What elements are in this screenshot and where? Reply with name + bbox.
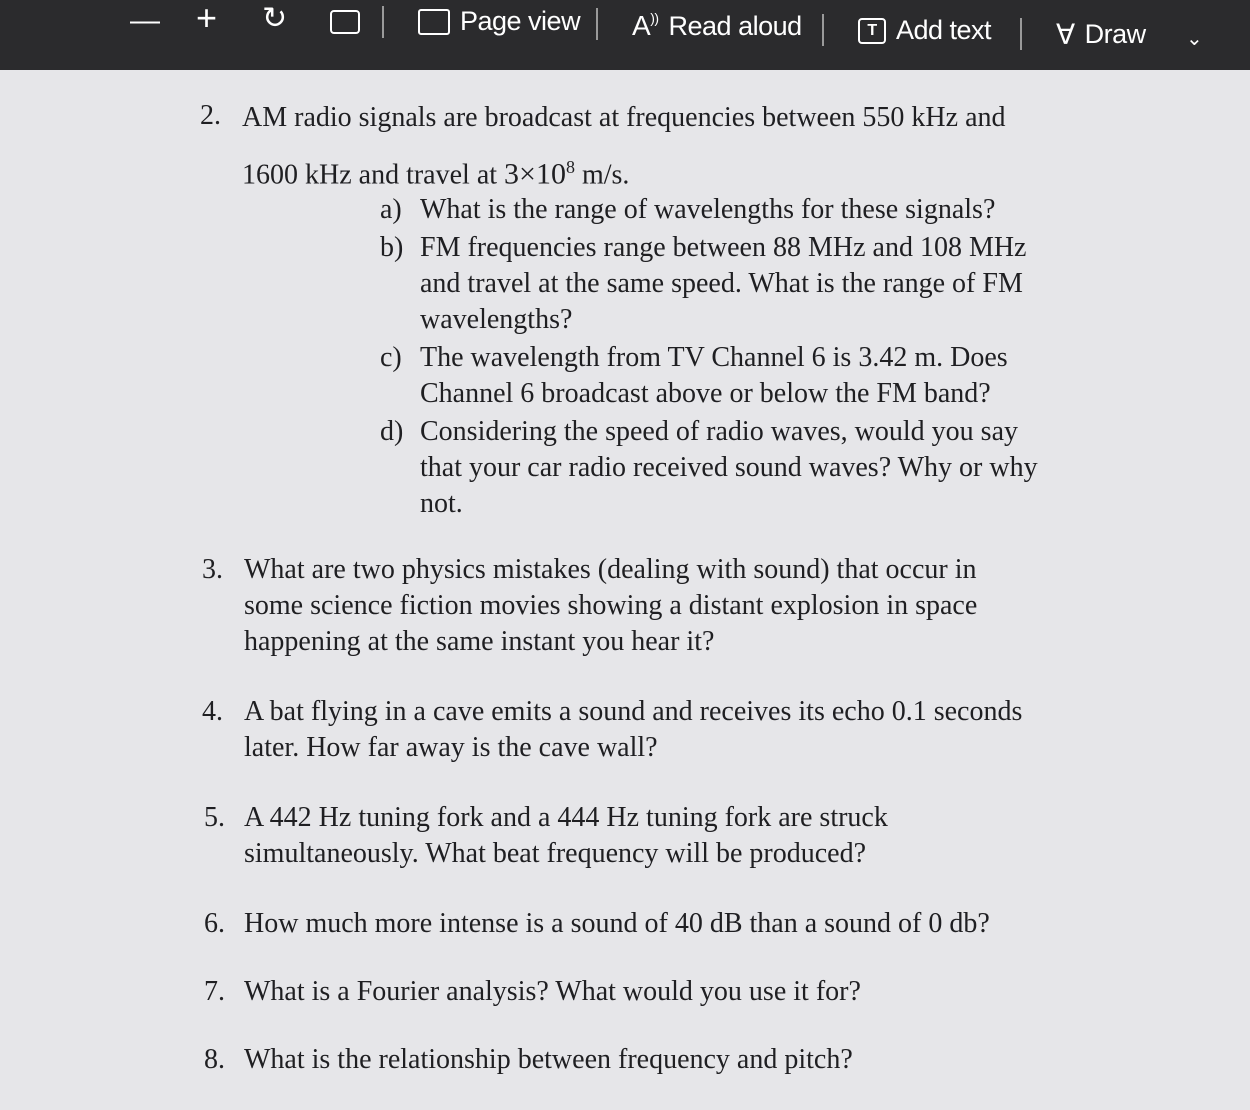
subquestion-letter: b) [380,232,404,263]
add-text-button[interactable] [858,15,991,46]
question-text: AM radio signals are broadcast at frequencies between 550 kHz and [242,102,1006,133]
question-text: A 442 Hz tuning fork and a 444 Hz tuning fork are struck [244,802,888,833]
question-number: 4. [202,696,223,727]
question-text: happening at the same instant you hear it? [244,626,715,657]
subquestion-letter: c) [380,342,402,373]
add-text-label: Add text [896,15,992,45]
subquestion-letter: d) [380,416,404,447]
add-text-icon: T [858,18,886,44]
question-text: later. How far away is the cave wall? [244,732,658,763]
read-aloud-button[interactable] [632,10,802,42]
toolbar-separator [1020,18,1022,50]
subquestion-text: What is the range of wavelengths for these signals? [420,194,996,225]
question-number: 8. [204,1044,225,1075]
question-text: What is the relationship between frequency and pitch? [244,1044,853,1075]
question-text: What is a Fourier analysis? What would you use it for? [244,976,861,1007]
toolbar-separator [382,6,384,38]
question-number: 7. [204,976,225,1007]
subquestion-text: wavelengths? [420,304,573,335]
question-text: What are two physics mistakes (dealing with sound) that occur in [244,554,977,585]
subquestion-text: that your car radio received sound waves? Why or why [420,452,1038,483]
subquestion-text: Channel 6 broadcast above or below the FM band? [420,378,991,409]
question-number: 3. [202,554,223,585]
subquestion-text: not. [420,488,463,519]
chevron-down-icon[interactable]: ⌄ [1186,28,1203,50]
page-view-label: Page view [460,6,581,36]
question-number: 6. [204,908,225,939]
document-page [0,68,1250,1110]
page-view-button[interactable] [418,6,580,37]
question-text: simultaneously. What beat frequency will be produced? [244,838,867,869]
plus-icon[interactable]: + [196,0,218,38]
toolbar-separator [596,8,598,40]
read-aloud-label: Read aloud [668,10,802,41]
subquestion-text: Considering the speed of radio waves, would you say [420,416,1018,447]
minus-icon[interactable]: — [130,4,160,37]
subquestion-text: and travel at the same speed. What is the range of FM [420,268,1023,299]
subquestion-text: The wavelength from TV Channel 6 is 3.42 m. Does [420,342,1008,373]
subquestion-text: FM frequencies range between 88 MHz and 108 MHz [420,232,1027,263]
page-view-icon [418,9,450,35]
draw-icon: ∀ [1056,19,1075,50]
toolbar-separator [822,14,824,46]
pdf-toolbar [0,0,1250,68]
question-text: 1600 kHz and travel at $3\times 10^8$ m/s. [242,157,630,191]
question-number: 5. [204,802,225,833]
question-number: 2. [200,100,221,131]
rotate-icon[interactable]: ↻ [262,2,288,35]
read-aloud-icon: A)) [632,10,659,41]
question-text: How much more intense is a sound of 40 dB than a sound of 0 db? [244,908,990,939]
draw-button[interactable] [1056,18,1146,51]
draw-label: Draw [1084,19,1146,49]
question-text: A bat flying in a cave emits a sound and receives its echo 0.1 seconds [244,696,1023,727]
question-text: some science fiction movies showing a distant explosion in space [244,590,978,621]
subquestion-letter: a) [380,194,402,225]
fit-width-icon[interactable] [330,10,360,34]
